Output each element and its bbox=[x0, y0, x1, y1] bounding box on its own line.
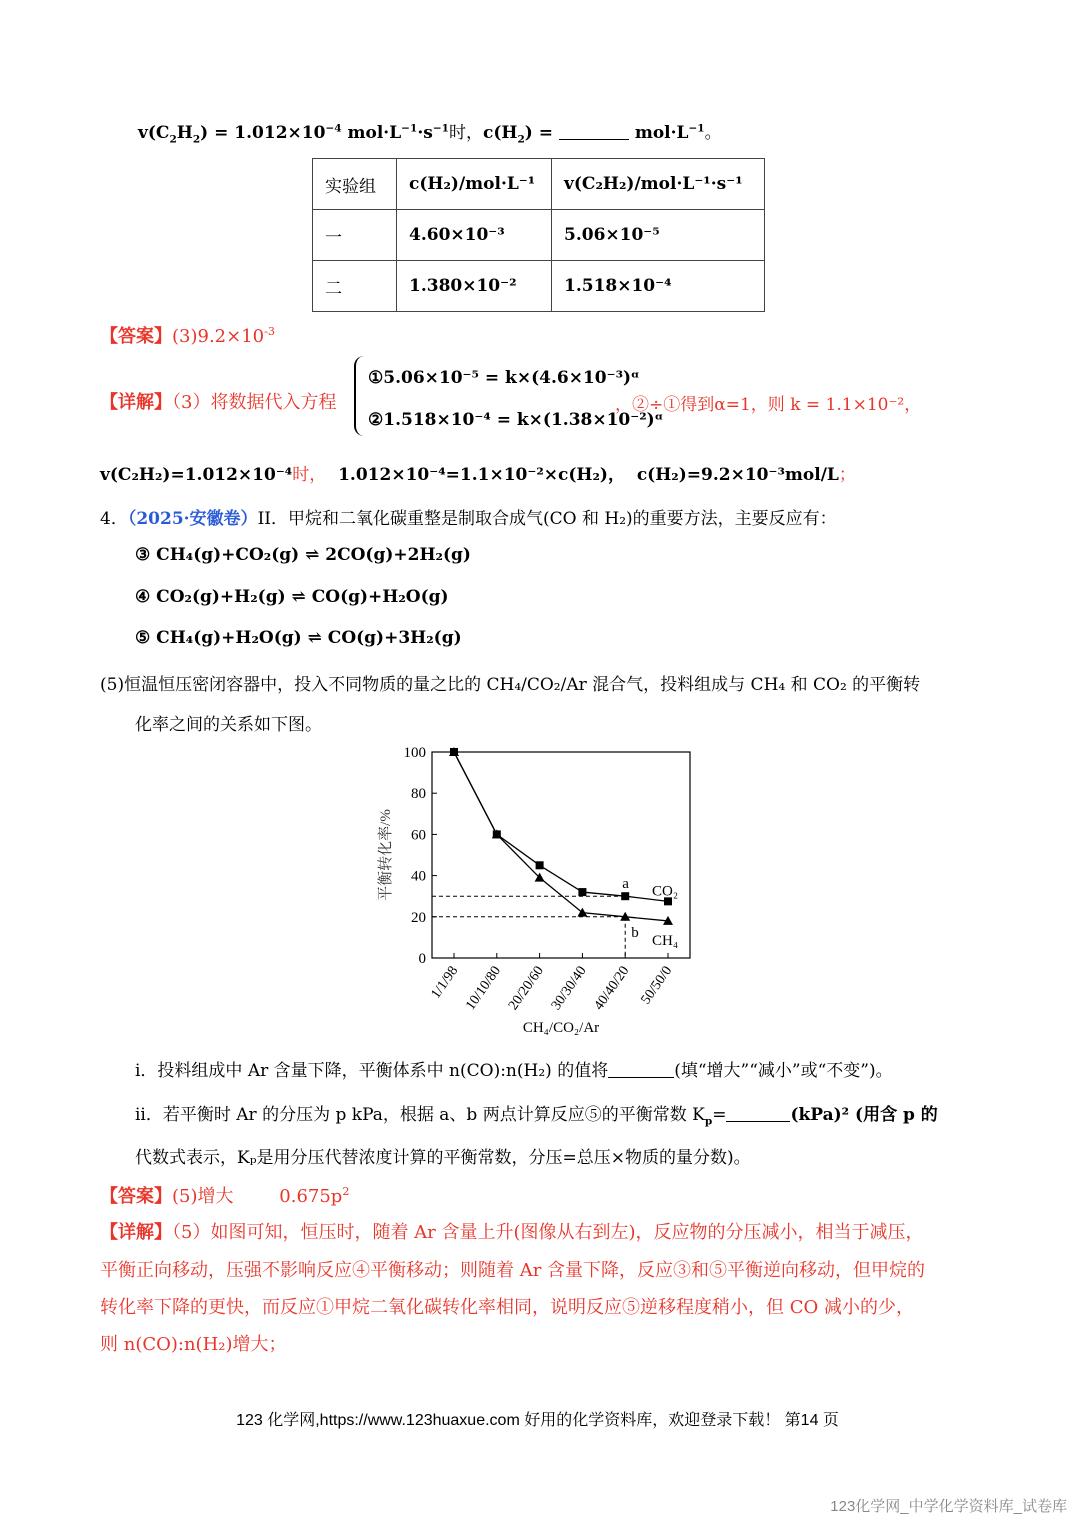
detail-1-after: ，②÷①得到α=1，则 k = 1.1×10⁻²， bbox=[615, 395, 922, 415]
y-tick-label: 60 bbox=[411, 827, 426, 844]
answer-blank bbox=[559, 122, 629, 140]
sub-question-ii-line2: 代数式表示，Kₚ是用分压代替浓度计算的平衡常数，分压=总压×物质的量分数)。 bbox=[135, 1148, 751, 1168]
site-watermark: 123化学网_中学化学资料库_试卷库 bbox=[830, 1498, 1067, 1515]
answer-blank bbox=[608, 1060, 674, 1078]
x-tick-label: 30/30/40 bbox=[548, 963, 590, 1014]
x-tick-label: 1/1/98 bbox=[428, 963, 462, 1002]
q3-prompt: $v(C_2H_2) = 1.012\times 10^{-4}$ $mol\cdot L^{-1}\cdot s^{-1}$时，$c(H_2) = mol\cdot L^{-1}$。 bbox=[138, 122, 722, 146]
y-tick-label: 40 bbox=[411, 868, 426, 885]
detail-2-line3: 转化率下降的更快，而反应①甲烷二氧化碳转化率相同，说明反应⑤逆移程度稍小，但 CO 减小的少， bbox=[100, 1297, 914, 1318]
reaction-3: ③ CH₄(g)+CO₂(g) ⇌ 2CO(g)+2H₂(g) bbox=[135, 545, 471, 565]
data-point bbox=[621, 892, 629, 900]
y-tick-label: 80 bbox=[411, 786, 426, 803]
series-label: CH₄ bbox=[652, 932, 679, 949]
table-cell: 1.380×10⁻² bbox=[397, 261, 552, 312]
y-tick-label: 100 bbox=[403, 745, 426, 761]
data-point bbox=[536, 861, 544, 869]
x-tick-label: 10/10/80 bbox=[463, 963, 505, 1014]
reaction-5: ⑤ CH₄(g)+H₂O(g) ⇌ CO(g)+3H₂(g) bbox=[135, 628, 462, 648]
reaction-4: ④ CO₂(g)+H₂(g) ⇌ CO(g)+H₂O(g) bbox=[135, 587, 449, 607]
table-cell: 5.06×10⁻⁵ bbox=[552, 210, 765, 261]
conversion-chart bbox=[360, 740, 720, 1040]
x-axis-label: CH₄/CO₂/Ar bbox=[522, 1020, 600, 1036]
y-tick-label: 0 bbox=[418, 951, 426, 967]
equation-2: ②1.518×10⁻⁴ = k×(1.38×10⁻²)ᵅ bbox=[368, 410, 664, 430]
detail-2-line1: 【详解】（5）如图可知，恒压时，随着 Ar 含量上升(图像从右到左)，反应物的分压减小，相当于减压， bbox=[100, 1222, 924, 1243]
table-header: v(C₂H₂)/mol·L⁻¹·s⁻¹ bbox=[552, 159, 765, 210]
point-label: a bbox=[622, 876, 629, 893]
answer-blank bbox=[726, 1104, 790, 1122]
table-header: c(H₂)/mol·L⁻¹ bbox=[397, 159, 552, 210]
table-row bbox=[313, 261, 765, 312]
x-tick-label: 20/20/60 bbox=[506, 963, 547, 1014]
table-cell: 1.518×10⁻⁴ bbox=[552, 261, 765, 312]
detail-2-line2: 平衡正向移动，压强不影响反应④平衡移动；则随着 Ar 含量下降，反应③和⑤平衡逆向移动，但甲烷的 bbox=[100, 1260, 926, 1281]
part5-line2: 化率之间的关系如下图。 bbox=[135, 715, 322, 735]
y-axis-label: 平衡转化率/% bbox=[378, 809, 394, 901]
series-line bbox=[454, 752, 668, 921]
detail-1-line2: v(C₂H₂)=1.012×10⁻⁴时， 1.012×10⁻⁴=1.1×10⁻²×c(H₂)， c(H₂)=9.2×10⁻³mol/L； bbox=[100, 465, 856, 485]
y-tick-label: 20 bbox=[411, 909, 426, 926]
part5-line1: (5)恒温恒压密闭容器中，投入不同物质的量之比的 CH₄/CO₂/Ar 混合气，投料组成与 CH₄ 和 CO₂ 的平衡转 bbox=[100, 675, 921, 695]
equation-1: ①5.06×10⁻⁵ = k×(4.6×10⁻³)ᵅ bbox=[368, 368, 640, 388]
data-point bbox=[578, 888, 586, 896]
table-header: 实验组 bbox=[313, 159, 397, 210]
page-footer: 123 化学网,https://www.123huaxue.com 好用的化学资料库，欢迎登录下载！ 第14 页 bbox=[236, 1412, 839, 1429]
x-tick-label: 50/50/0 bbox=[638, 963, 676, 1008]
table-header-row bbox=[313, 159, 765, 210]
table-cell: 4.60×10⁻³ bbox=[397, 210, 552, 261]
series-line bbox=[454, 752, 668, 901]
answer-1: 【答案】$(3)9.2\times 10^{-3}$ bbox=[100, 325, 275, 347]
q4-header: 4．（2025·安徽卷）II．甲烷和二氧化碳重整是制取合成气(CO 和 H₂)的重要方法，主要反应有： bbox=[100, 509, 837, 529]
x-tick-label: 40/40/20 bbox=[591, 963, 633, 1014]
point-label: b bbox=[631, 924, 639, 941]
detail-1-lead: 【详解】（3）将数据代入方程 bbox=[100, 392, 337, 413]
detail-2-line4: 则 n(CO):n(H₂)增大； bbox=[100, 1334, 287, 1355]
sub-question-i: i．投料组成中 Ar 含量下降，平衡体系中 n(CO):n(H₂) 的值将 (填“增大”“减小”或“不变”)。 bbox=[135, 1061, 893, 1081]
sub-question-ii: ii．若平衡时 Ar 的分压为 p kPa，根据 a、b 两点计算反应⑤的平衡常数 $K_p= (kPa)^2$ (用含 p 的 bbox=[135, 1105, 938, 1128]
experiment-table bbox=[312, 158, 765, 312]
answer-2: 【答案】(5)增大 $0.675p^2$ bbox=[100, 1185, 350, 1207]
table-cell: 一 bbox=[313, 210, 397, 261]
table-cell: 二 bbox=[313, 261, 397, 312]
table-row bbox=[313, 210, 765, 261]
series-label: CO₂ bbox=[652, 883, 679, 900]
